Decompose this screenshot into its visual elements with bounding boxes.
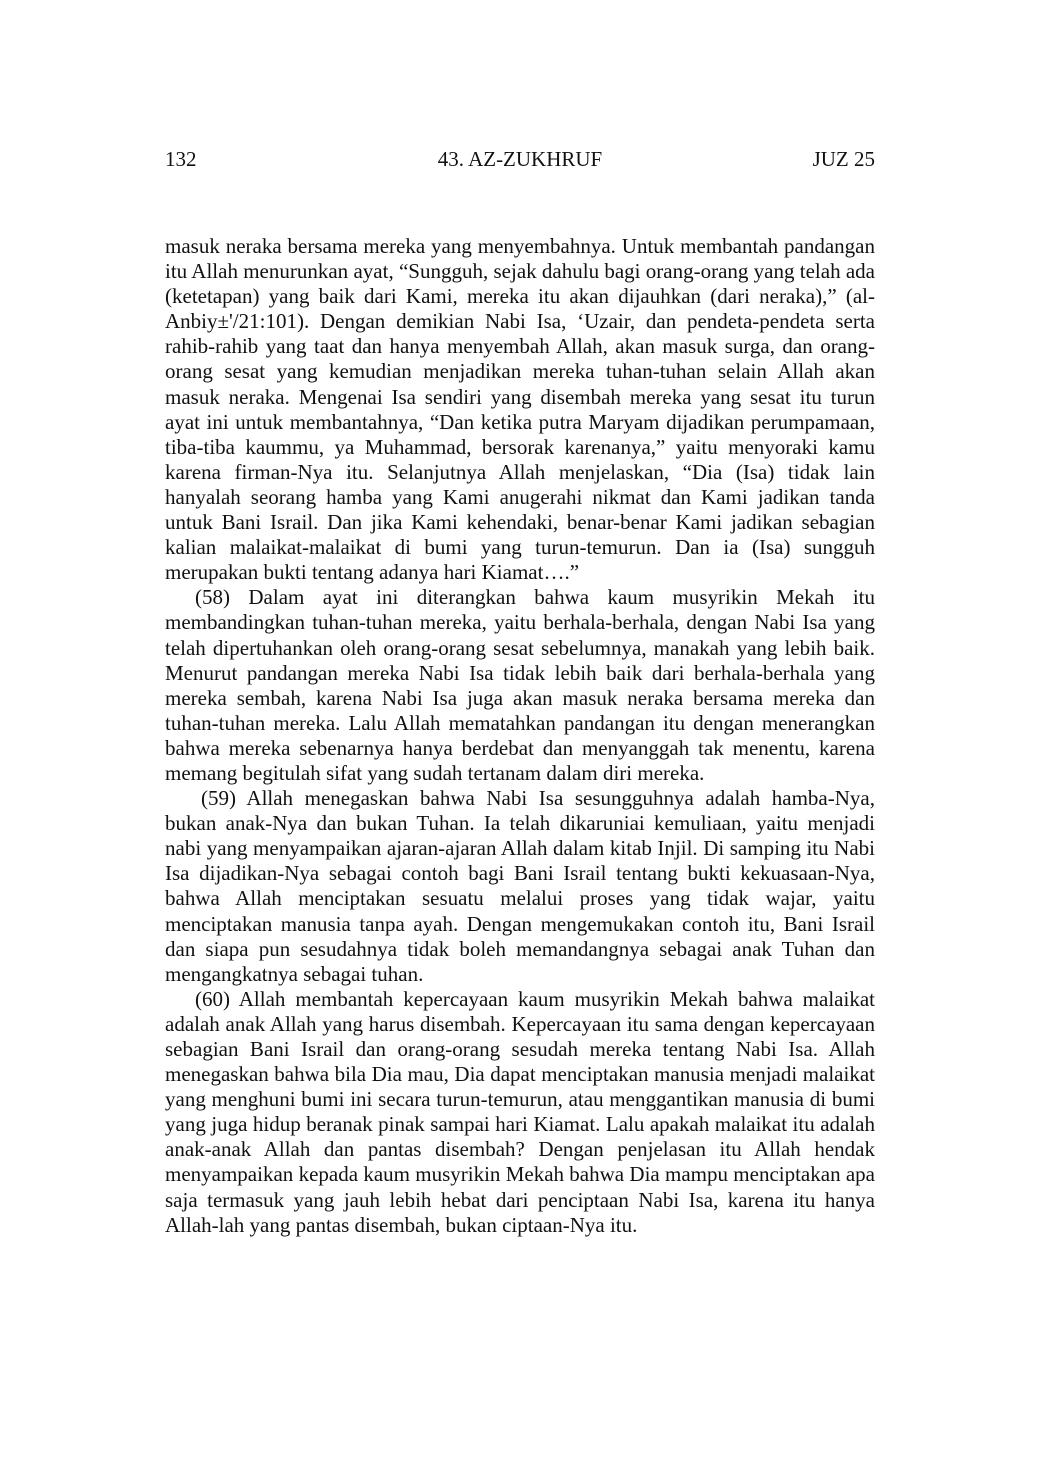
body-text [165,234,875,1238]
paragraph-58: (58) Dalam ayat ini diterangkan bahwa kaum musyrikin Mekah itu membandingkan tuhan-tuhan mereka, yaitu berhala-berhala, dengan Nabi Isa yang telah dipertuhankan oleh orang-orang sesat sebelumnya, manakah yang lebih baik. Menurut pandangan mereka Nabi Isa tidak lebih baik dari berhala-berhala yang mereka sembah, karena Nabi Isa juga akan masuk neraka bersama mereka dan tuhan-tuhan mereka. Lalu Allah mematahkan pandangan itu dengan menerangkan bahwa mereka sebenarnya hanya berdebat dan menyanggah tak menentu, karena memang begitulah sifat yang sudah tertanam dalam diri mereka. [165,585,875,785]
chapter-title: 43. AZ-ZUKHRUF [437,147,603,171]
juz-label: JUZ 25 [812,147,875,171]
paragraph-continuation: masuk neraka bersama mereka yang menyembahnya. Untuk membantah pandangan itu Allah menurunkan ayat, “Sungguh, sejak dahulu bagi orang-orang yang telah ada (ketetapan) yang baik dari Kami, mereka itu akan dijauhkan (dari neraka),” (al-Anbiy±'/21:101). Dengan demikian Nabi Isa, ‘Uzair, dan pendeta-pendeta serta rahib-rahib yang taat dan hanya menyembah Allah, akan masuk surga, dan orang-orang sesat yang kemudian menjadikan mereka tuhan-tuhan selain Allah akan masuk neraka. Mengenai Isa sendiri yang disembah mereka yang sesat itu turun ayat ini untuk membantahnya, “Dan ketika putra Maryam dijadikan perumpamaan, tiba-tiba kaummu, ya Muhammad, bersorak karenanya,” yaitu menyoraki kamu karena firman-Nya itu. Selanjutnya Allah menjelaskan, “Dia (Isa) tidak lain hanyalah seorang hamba yang Kami anugerahi nikmat dan Kami jadikan tanda untuk Bani Israil. Dan jika Kami kehendaki, benar-benar Kami jadikan sebagian kalian malaikat-malaikat di bumi yang turun-temurun. Dan ia (Isa) sungguh merupakan bukti tentang adanya hari Kiamat….” [165,234,875,585]
paragraph-60: (60) Allah membantah kepercayaan kaum musyrikin Mekah bahwa malaikat adalah anak Allah yang harus disembah. Kepercayaan itu sama dengan kepercayaan sebagian Bani Israil dan orang-orang sesudah mereka tentang Nabi Isa. Allah menegaskan bahwa bila Dia mau, Dia dapat menciptakan manusia menjadi malaikat yang menghuni bumi ini secara turun-temurun, atau menggantikan manusia di bumi yang juga hidup beranak pinak sampai hari Kiamat. Lalu apakah malaikat itu adalah anak-anak Allah dan pantas disembah? Dengan penjelasan itu Allah hendak menyampaikan kepada kaum musyrikin Mekah bahwa Dia mampu menciptakan apa saja termasuk yang jauh lebih hebat dari penciptaan Nabi Isa, karena itu hanya Allah-lah yang pantas disembah, bukan ciptaan-Nya itu. [165,986,875,1237]
page-header [165,146,875,172]
paragraph-59: (59) Allah menegaskan bahwa Nabi Isa sesungguhnya adalah hamba-Nya, bukan anak-Nya dan bukan Tuhan. Ia telah dikaruniai kemuliaan, yaitu menjadi nabi yang menyampaikan ajaran-ajaran Allah dalam kitab Injil. Di samping itu Nabi Isa dijadikan-Nya sebagai contoh bagi Bani Israil tentang bukti kekuasaan-Nya, bahwa Allah menciptakan sesuatu melalui proses yang tidak wajar, yaitu menciptakan manusia tanpa ayah. Dengan mengemukakan contoh itu, Bani Israil dan siapa pun sesudahnya tidak boleh memandangnya sebagai anak Tuhan dan mengangkatnya sebagai tuhan. [165,786,875,986]
page-number: 132 [165,147,197,171]
